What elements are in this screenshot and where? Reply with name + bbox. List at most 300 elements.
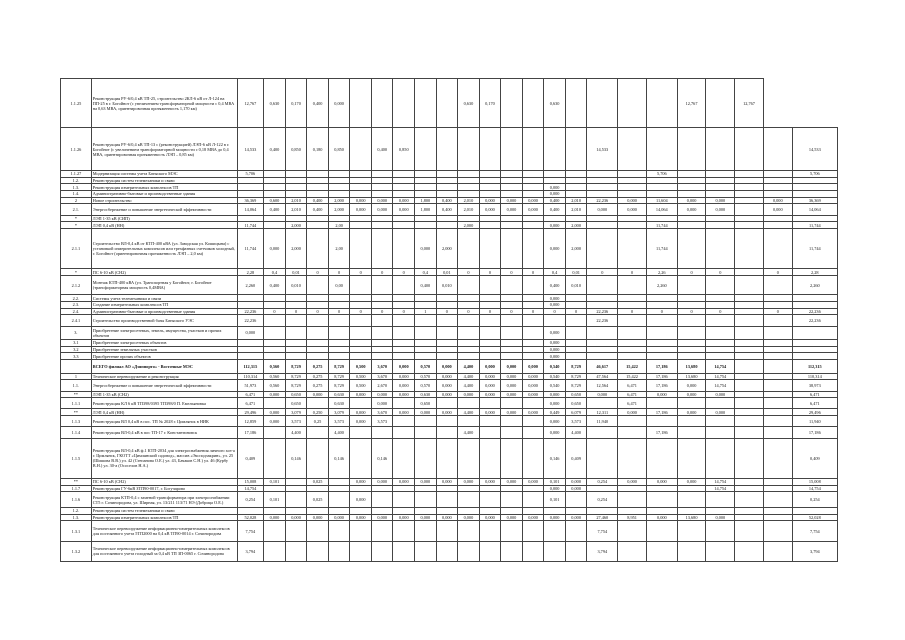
value-cell <box>735 170 764 177</box>
value-cell: 0 <box>501 269 523 276</box>
value-cell <box>763 398 792 409</box>
value-cell: 0,101 <box>264 478 286 485</box>
value-cell: 0,010 <box>565 276 587 295</box>
value-cell <box>646 184 677 191</box>
value-cell: 4,400 <box>458 409 480 416</box>
value-cell <box>544 177 566 184</box>
value-cell <box>763 416 792 427</box>
value-cell: 5,706 <box>792 170 837 177</box>
value-cell <box>706 340 735 347</box>
value-cell: 0,000 <box>565 485 587 492</box>
value-cell <box>501 229 523 269</box>
row-number-cell: 1.4. <box>61 191 92 198</box>
value-cell <box>371 215 393 222</box>
value-cell <box>436 295 458 302</box>
value-cell: 0,000 <box>544 222 566 229</box>
value-cell <box>763 346 792 353</box>
value-cell <box>735 373 764 380</box>
value-cell <box>618 427 647 438</box>
value-cell <box>479 340 501 347</box>
value-cell: 0,000 <box>371 197 393 204</box>
value-cell: 0,560 <box>264 373 286 380</box>
value-cell <box>350 128 372 171</box>
value-cell: 1,800 <box>415 197 437 204</box>
value-cell: 11,744 <box>646 222 677 229</box>
value-cell: 6,471 <box>792 391 837 398</box>
value-cell: 0,000 <box>677 391 706 398</box>
value-cell <box>415 191 437 198</box>
value-cell <box>677 492 706 508</box>
value-cell <box>763 315 792 326</box>
value-cell <box>264 301 286 308</box>
value-cell: 4,400 <box>458 380 480 391</box>
row-number-cell: 3.2 <box>61 346 92 353</box>
value-cell: 0,000 <box>393 204 415 215</box>
row-number-cell: 2.2. <box>61 295 92 302</box>
value-cell <box>565 521 587 541</box>
value-cell: 8,729 <box>328 360 350 373</box>
value-cell: 0 <box>264 308 286 315</box>
value-cell <box>501 346 523 353</box>
value-cell <box>735 541 764 561</box>
value-cell: 0,010 <box>285 276 307 295</box>
value-cell <box>393 184 415 191</box>
value-cell: 0,000 <box>328 79 350 128</box>
row-title-cell: Реконструкция систем телемеханики и связи <box>91 177 237 184</box>
value-cell <box>237 508 264 515</box>
value-cell: 38,973 <box>792 380 837 391</box>
value-cell <box>618 229 647 269</box>
value-cell: 2,00 <box>328 229 350 269</box>
value-cell <box>522 229 544 269</box>
value-cell: 0,000 <box>587 391 618 398</box>
value-cell <box>735 191 764 198</box>
value-cell: 14,754 <box>237 485 264 492</box>
value-cell: 0,650 <box>285 391 307 398</box>
value-cell: 0,630 <box>328 391 350 398</box>
value-cell <box>587 295 618 302</box>
value-cell <box>501 326 523 339</box>
value-cell: 0,000 <box>479 391 501 398</box>
value-cell <box>479 295 501 302</box>
value-cell <box>264 346 286 353</box>
value-cell <box>763 478 792 485</box>
value-cell <box>415 416 437 427</box>
value-cell <box>415 315 437 326</box>
value-cell <box>479 492 501 508</box>
value-cell: 0,01 <box>436 269 458 276</box>
value-cell <box>501 128 523 171</box>
value-cell: 11,940 <box>587 416 618 427</box>
value-cell <box>763 485 792 492</box>
row-number-cell: 1.2. <box>61 177 92 184</box>
value-cell: 0,000 <box>436 391 458 398</box>
value-cell: 0,000 <box>706 409 735 416</box>
value-cell <box>501 295 523 302</box>
row-title-cell: Энергосбережение и повышение энергетической эффективности <box>91 204 237 215</box>
row-title-cell: ВСЕГО филиал АО «Дзяппорто» - Восточные МЭС <box>91 360 237 373</box>
value-cell <box>565 128 587 171</box>
value-cell: 14,754 <box>706 360 735 373</box>
value-cell <box>285 315 307 326</box>
value-cell: 0,000 <box>501 478 523 485</box>
value-cell: 0,000 <box>544 326 566 339</box>
value-cell <box>792 177 837 184</box>
value-cell <box>479 315 501 326</box>
value-cell <box>350 315 372 326</box>
value-cell <box>587 508 618 515</box>
value-cell: 0,400 <box>264 276 286 295</box>
value-cell: 0 <box>479 308 501 315</box>
value-cell: 0,000 <box>285 514 307 521</box>
row-title-cell: Приобретение электросетевых объектов <box>91 340 237 347</box>
value-cell: 0,000 <box>501 204 523 215</box>
value-cell: 2,260 <box>792 276 837 295</box>
value-cell <box>763 380 792 391</box>
value-cell <box>371 326 393 339</box>
value-cell <box>415 326 437 339</box>
value-cell <box>677 326 706 339</box>
value-cell: 0 <box>677 308 706 315</box>
row-number-cell <box>61 360 92 373</box>
value-cell: 0,850 <box>328 128 350 171</box>
value-cell: 0,146 <box>285 438 307 478</box>
value-cell: 0 <box>522 269 544 276</box>
value-cell <box>350 521 372 541</box>
table-row <box>61 485 838 492</box>
value-cell <box>393 301 415 308</box>
value-cell <box>264 184 286 191</box>
value-cell <box>646 340 677 347</box>
value-cell: 11,604 <box>646 197 677 204</box>
value-cell: 0,650 <box>415 398 437 409</box>
row-title-cell: Приобретение электросетевых, земель, имущества, участков и прочих объектов <box>91 326 237 339</box>
value-cell <box>618 301 647 308</box>
value-cell <box>565 340 587 347</box>
value-cell: 0,000 <box>436 478 458 485</box>
value-cell <box>458 177 480 184</box>
value-cell <box>479 128 501 171</box>
row-number-cell: 2.1.2 <box>61 276 92 295</box>
value-cell: 2,260 <box>237 276 264 295</box>
value-cell <box>706 128 735 171</box>
value-cell <box>735 340 764 347</box>
value-cell <box>646 315 677 326</box>
value-cell <box>587 276 618 295</box>
value-cell <box>763 295 792 302</box>
value-cell <box>237 191 264 198</box>
value-cell <box>677 276 706 295</box>
value-cell: 0,000 <box>436 373 458 380</box>
value-cell <box>501 276 523 295</box>
value-cell <box>618 521 647 541</box>
row-title-cell: Реконструкция ВЛ 0,4 кВ в пос. ТП № 2028 г. Цимлянск в НИК <box>91 416 237 427</box>
value-cell <box>618 508 647 515</box>
value-cell <box>735 276 764 295</box>
value-cell: 0 <box>479 269 501 276</box>
value-cell <box>587 170 618 177</box>
value-cell: 3,079 <box>285 409 307 416</box>
value-cell <box>307 340 329 347</box>
value-cell <box>350 340 372 347</box>
value-cell <box>371 295 393 302</box>
value-cell <box>458 191 480 198</box>
value-cell: 14,064 <box>792 204 837 215</box>
value-cell <box>285 301 307 308</box>
value-cell <box>587 222 618 229</box>
table-row <box>61 416 838 427</box>
value-cell <box>706 398 735 409</box>
value-cell <box>436 485 458 492</box>
value-cell: 0,000 <box>350 478 372 485</box>
table-row <box>61 229 838 269</box>
value-cell: 0,254 <box>237 492 264 508</box>
table-body <box>61 79 838 562</box>
value-cell <box>618 346 647 353</box>
row-number-cell: 1.3. <box>61 184 92 191</box>
value-cell: 0,000 <box>415 514 437 521</box>
value-cell: 2,010 <box>285 197 307 204</box>
value-cell: 0,400 <box>544 204 566 215</box>
value-cell: 0,630 <box>415 391 437 398</box>
value-cell <box>393 521 415 541</box>
value-cell <box>587 177 618 184</box>
value-cell: 0,000 <box>618 204 647 215</box>
value-cell <box>458 128 480 171</box>
value-cell <box>587 326 618 339</box>
value-cell <box>677 340 706 347</box>
value-cell <box>522 353 544 360</box>
table-row <box>61 191 838 198</box>
value-cell <box>677 301 706 308</box>
value-cell: 6,471 <box>237 398 264 409</box>
value-cell <box>393 79 415 128</box>
value-cell <box>458 326 480 339</box>
value-cell <box>565 177 587 184</box>
value-cell: 2,000 <box>565 222 587 229</box>
value-cell <box>307 215 329 222</box>
value-cell <box>307 301 329 308</box>
value-cell <box>371 191 393 198</box>
value-cell: 0,000 <box>544 485 566 492</box>
table-row <box>61 269 838 276</box>
table-row <box>61 373 838 380</box>
value-cell <box>706 295 735 302</box>
value-cell <box>415 427 437 438</box>
table-row <box>61 128 838 171</box>
value-cell <box>565 353 587 360</box>
value-cell <box>458 438 480 478</box>
row-number-cell: 1.1.6 <box>61 492 92 508</box>
value-cell <box>706 353 735 360</box>
value-cell <box>565 508 587 515</box>
value-cell: 0,400 <box>307 197 329 204</box>
value-cell <box>522 222 544 229</box>
value-cell: 0,000 <box>706 197 735 204</box>
row-title-cell: Реконструкция систем телемеханики и связи <box>91 508 237 515</box>
value-cell: 0,000 <box>763 197 792 204</box>
value-cell: 0,000 <box>371 391 393 398</box>
value-cell <box>479 521 501 541</box>
value-cell: 22,236 <box>237 315 264 326</box>
value-cell: 0,000 <box>544 346 566 353</box>
value-cell: 15,008 <box>237 478 264 485</box>
value-cell <box>436 315 458 326</box>
value-cell: 3,670 <box>371 360 393 373</box>
value-cell: 0,409 <box>792 438 837 478</box>
value-cell: 17,186 <box>646 360 677 373</box>
value-cell <box>792 353 837 360</box>
value-cell <box>544 541 566 561</box>
value-cell: 0,000 <box>436 409 458 416</box>
row-title-cell: Строительство ВЛ-0,4 кВ от КТП-400 кВА (ул. Заводская ул. Кошицына) с установкой измерительных комплексов или трехфазных счетчиков холодный, г. Богойнот (ориентировочная протяженность ЛЭП – 2,0 км) <box>91 229 237 269</box>
value-cell <box>237 353 264 360</box>
value-cell <box>350 191 372 198</box>
value-cell <box>522 184 544 191</box>
value-cell: 0,000 <box>501 197 523 204</box>
value-cell <box>677 229 706 269</box>
table-row <box>61 308 838 315</box>
value-cell <box>479 541 501 561</box>
value-cell <box>763 514 792 521</box>
value-cell: 112,315 <box>792 360 837 373</box>
value-cell: 8,729 <box>565 373 587 380</box>
value-cell <box>763 340 792 347</box>
value-cell: 0 <box>371 269 393 276</box>
value-cell: 8,729 <box>565 380 587 391</box>
row-title-cell: Реконструкция ГУ-6кВ ЗТП90-0017, г. Богучарово <box>91 485 237 492</box>
value-cell: 0,000 <box>544 353 566 360</box>
value-cell <box>763 170 792 177</box>
value-cell <box>646 492 677 508</box>
value-cell <box>285 340 307 347</box>
value-cell <box>763 360 792 373</box>
value-cell: 17,186 <box>646 409 677 416</box>
value-cell <box>350 184 372 191</box>
value-cell: 0,400 <box>307 204 329 215</box>
row-number-cell: * <box>61 222 92 229</box>
value-cell: 8,729 <box>285 360 307 373</box>
value-cell: 3,670 <box>371 409 393 416</box>
value-cell <box>735 177 764 184</box>
value-cell <box>415 79 437 128</box>
value-cell <box>307 276 329 295</box>
row-number-cell: ** <box>61 478 92 485</box>
value-cell <box>393 398 415 409</box>
value-cell <box>677 541 706 561</box>
value-cell: 0,560 <box>264 380 286 391</box>
table-row <box>61 514 838 521</box>
value-cell: 0,000 <box>587 204 618 215</box>
row-title-cell: Реконструкция измерительных комплексов ТП <box>91 514 237 521</box>
value-cell <box>587 184 618 191</box>
row-number-cell: 3. <box>61 326 92 339</box>
value-cell: 0,000 <box>415 478 437 485</box>
value-cell: 0,000 <box>458 514 480 521</box>
value-cell: 0,101 <box>544 478 566 485</box>
value-cell: 2,000 <box>285 229 307 269</box>
value-cell <box>763 427 792 438</box>
value-cell <box>735 485 764 492</box>
value-cell: 0 <box>565 308 587 315</box>
value-cell: 7,754 <box>792 521 837 541</box>
value-cell <box>393 170 415 177</box>
value-cell: 0,146 <box>328 438 350 478</box>
value-cell <box>285 485 307 492</box>
value-cell <box>458 340 480 347</box>
value-cell <box>792 508 837 515</box>
value-cell <box>479 191 501 198</box>
value-cell <box>618 295 647 302</box>
value-cell <box>587 438 618 478</box>
value-cell: 110,314 <box>237 373 264 380</box>
value-cell: 14,754 <box>706 380 735 391</box>
value-cell: 0 <box>501 308 523 315</box>
value-cell <box>350 485 372 492</box>
row-number-cell: 3.1 <box>61 340 92 347</box>
value-cell <box>350 295 372 302</box>
value-cell <box>458 521 480 541</box>
value-cell: 0,000 <box>458 391 480 398</box>
value-cell <box>307 222 329 229</box>
value-cell: 8,951 <box>618 514 647 521</box>
value-cell <box>763 521 792 541</box>
table-row <box>61 276 838 295</box>
row-title-cell: Техническое перевооружение и реконструкция <box>91 373 237 380</box>
value-cell: 17,186 <box>646 380 677 391</box>
table-row <box>61 427 838 438</box>
value-cell <box>393 326 415 339</box>
value-cell <box>522 295 544 302</box>
value-cell: 0,000 <box>328 514 350 521</box>
value-cell <box>264 398 286 409</box>
row-title-cell: Реконструкция РУ-6/0,4 кВ ТП-13 с (реконструкцией) ЛЭП-6 кВ Л-122 в г. Богойнот (с увеличением трансформаторной мощности с 0,18 МВА до 0,4 МВА, ориентировочная протяженность ЛЭП – 0,85 км) <box>91 128 237 171</box>
value-cell: 112,315 <box>237 360 264 373</box>
value-cell <box>618 492 647 508</box>
value-cell <box>501 492 523 508</box>
value-cell <box>237 346 264 353</box>
value-cell <box>393 340 415 347</box>
value-cell: 2,010 <box>285 204 307 215</box>
value-cell <box>618 438 647 478</box>
value-cell: 22,236 <box>237 308 264 315</box>
value-cell <box>307 315 329 326</box>
value-cell: 0,409 <box>565 438 587 478</box>
value-cell: 0 <box>436 308 458 315</box>
value-cell: 22,236 <box>587 197 618 204</box>
value-cell: 4,400 <box>458 360 480 373</box>
value-cell: 0,01 <box>285 269 307 276</box>
value-cell: 0,630 <box>544 79 566 128</box>
value-cell <box>677 184 706 191</box>
value-cell: 0,000 <box>544 514 566 521</box>
value-cell <box>706 229 735 269</box>
value-cell: 3,079 <box>328 409 350 416</box>
value-cell <box>415 438 437 478</box>
investment-program-table <box>60 78 838 562</box>
value-cell <box>415 541 437 561</box>
value-cell <box>371 541 393 561</box>
value-cell: 3,573 <box>285 416 307 427</box>
value-cell <box>618 184 647 191</box>
value-cell <box>371 427 393 438</box>
value-cell: 0,000 <box>415 229 437 269</box>
value-cell: 0,000 <box>544 391 566 398</box>
row-number-cell: 1.1.5 <box>61 438 92 478</box>
value-cell <box>458 170 480 177</box>
value-cell: 0 <box>587 269 618 276</box>
value-cell <box>436 191 458 198</box>
